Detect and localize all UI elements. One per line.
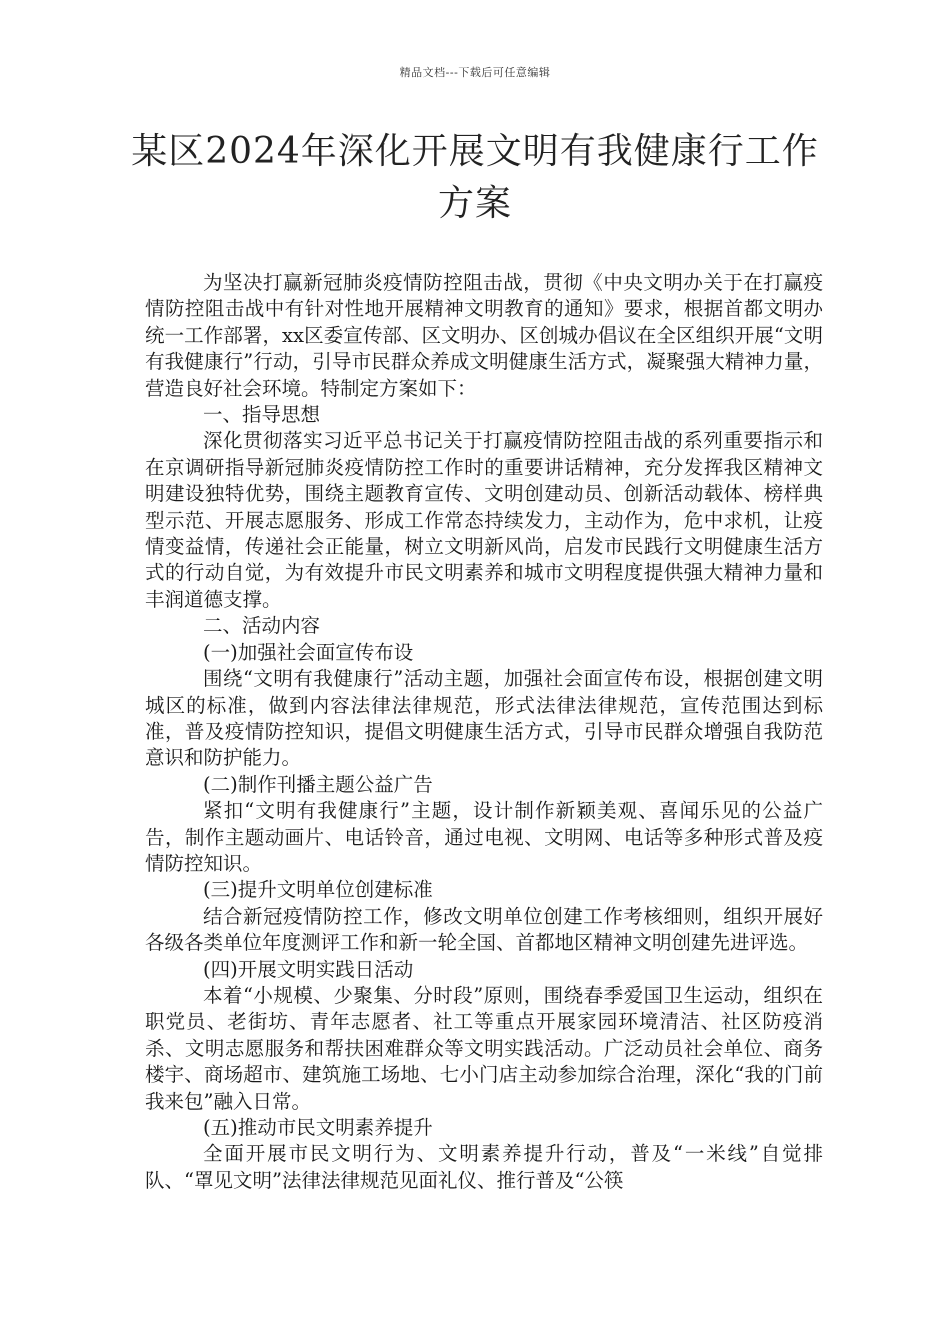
subsection-paragraph-3: 结合新冠疫情防控工作，修改文明单位创建工作考核细则，组织开展好各级各类单位年度测评工作和新一轮全国、首都地区精神文明创建先进评选。 bbox=[145, 904, 823, 955]
document-title bbox=[120, 126, 830, 230]
subsection-paragraph-2: 紧扣“文明有我健康行”主题，设计制作新颖美观、喜闻乐见的公益广告，制作主题动画片、电话铃音，通过电视、文明网、电话等多种形式普及疫情防控知识。 bbox=[145, 799, 823, 875]
subheading-2: (二)制作刊播主题公益广告 bbox=[203, 772, 433, 796]
subheading-1: (一)加强社会面宣传布设 bbox=[203, 640, 414, 664]
title-line-1: 某区2024年深化开展文明有我健康行工作 bbox=[131, 131, 819, 172]
intro-paragraph: 为坚决打赢新冠肺炎疫情防控阻击战，贯彻《中央文明办关于在打赢疫情防控阻击战中有针对性地开展精神文明教育的通知》要求，根据首都文明办统一工作部署，xx区委宣传部、区文明办、区创城办倡议在全区组织开展“文明有我健康行”行动，引导市民群众养成文明健康生活方式，凝聚强大精神力量，营造良好社会环境。特制定方案如下： bbox=[145, 271, 823, 400]
header-note: 精品文档---下载后可任意编辑 bbox=[399, 66, 551, 79]
subheading-5: (五)推动市民文明素养提升 bbox=[203, 1116, 433, 1139]
section-heading-1: 一、指导思想 bbox=[203, 403, 321, 427]
document-body bbox=[145, 270, 823, 1194]
subsection-paragraph-1: 围绕“文明有我健康行”活动主题，加强社会面宣传布设，根据创建文明城区的标准，做到内容法律法律规范，形式法律法律规范，宣传范围达到标准，普及疫情防控知识，提倡文明健康生活方式，引导市民群众增强自我防范意识和防护能力。 bbox=[145, 667, 823, 770]
guiding-ideology-paragraph: 深化贯彻落实习近平总书记关于打赢疫情防控阻击战的系列重要指示和在京调研指导新冠肺炎疫情防控工作时的重要讲话精神，充分发挥我区精神文明建设独特优势，围绕主题教育宣传、文明创建动员、创新活动载体、榜样典型示范、开展志愿服务、形成工作常态持续发力，主动作为，危中求机，让疫情变益情，传递社会正能量，树立文明新风尚，启发市民践行文明健康生活方式的行动自觉，为有效提升市民文明素养和城市文明程度提供强大精神力量和丰润道德支撑。 bbox=[145, 429, 823, 611]
subsection-paragraph-4: 本着“小规模、少聚集、分时段”原则，围绕春季爱国卫生运动，组织在职党员、老街坊、青年志愿者、社工等重点开展家园环境清洁、社区防疫消杀、文明志愿服务和帮扶困难群众等文明实践活动。广泛动员社会单位、商务楼宇、商场超市、建筑施工场地、七小门店主动参加综合治理，深化“我的门前我来包”融入日常。 bbox=[145, 983, 823, 1113]
title-line-2: 方案 bbox=[437, 183, 512, 224]
subheading-4: (四)开展文明实践日活动 bbox=[203, 957, 414, 981]
section-heading-2: 二、活动内容 bbox=[203, 614, 321, 638]
subheading-3: (三)提升文明单位创建标准 bbox=[203, 878, 433, 902]
subsection-paragraph-5: 全面开展市民文明行为、文明素养提升行动，普及“一米线”自觉排队、“罩见文明”法律法律规范见面礼仪、推行普及“公筷 bbox=[145, 1142, 823, 1192]
